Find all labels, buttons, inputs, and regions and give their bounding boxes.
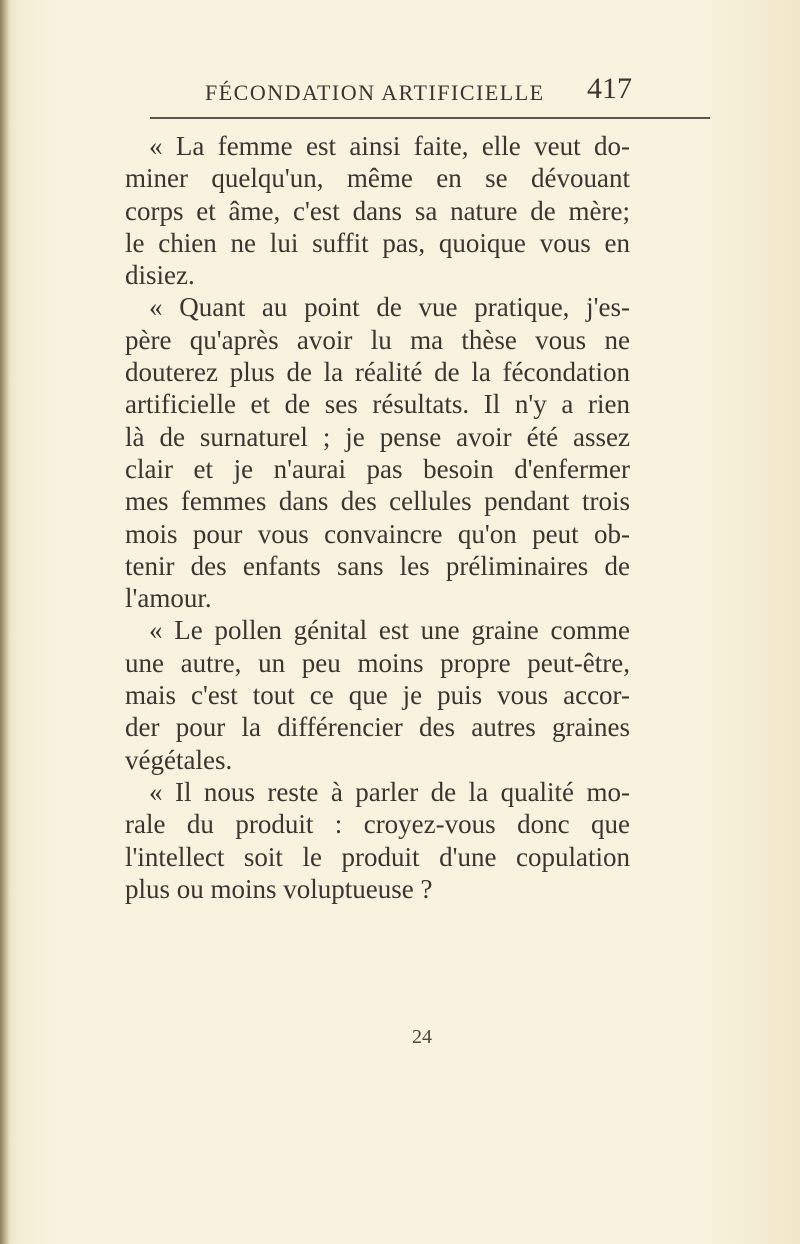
text-line: le chien ne lui suffit pas, quoique vous en	[125, 227, 630, 258]
text-line: disiez.	[125, 260, 195, 291]
text-line: père qu'après avoir lu ma thèse vous ne	[125, 324, 630, 355]
text-line: clair et je n'aurai pas besoin d'enfermer	[125, 453, 630, 484]
text-line: « Quant au point de vue pratique, j'es-	[149, 292, 630, 323]
text-line: mois pour vous convaincre qu'on peut ob-	[125, 518, 630, 549]
text-line: une autre, un peu moins propre peut-être,	[125, 647, 630, 678]
header-rule	[150, 117, 710, 119]
text-line: der pour la différencier des autres graines	[125, 712, 630, 743]
text-line: mes femmes dans des cellules pendant trois	[125, 486, 630, 517]
text-line: mais c'est tout ce que je puis vous accor-	[125, 680, 630, 711]
text-line: l'amour.	[125, 583, 212, 614]
page-spine-shadow	[0, 0, 10, 1244]
text-line: végétales.	[125, 744, 233, 775]
text-line: « Le pollen génital est une graine comme	[149, 615, 630, 646]
text-line: « Il nous reste à parler de la qualité mo-	[149, 776, 630, 807]
text-line: artificielle et de ses résultats. Il n'y a rien	[125, 389, 630, 420]
signature-mark: 24	[412, 1026, 432, 1048]
text-line: corps et âme, c'est dans sa nature de mère;	[125, 195, 630, 226]
text-line: « La femme est ainsi faite, elle veut do-	[149, 131, 630, 161]
text-line: douterez plus de la réalité de la fécondation	[125, 357, 630, 388]
text-line: là de surnaturel ; je pense avoir été assez	[125, 421, 630, 452]
text-line: plus ou moins voluptueuse ?	[125, 873, 433, 904]
page-number: 417	[587, 72, 632, 105]
text-line: rale du produit : croyez-vous donc que	[125, 809, 630, 840]
running-title: FÉCONDATION ARTIFICIELLE	[205, 80, 545, 105]
text-line: l'intellect soit le produit d'une copulation	[125, 841, 630, 872]
page-header	[0, 72, 800, 112]
text-line: miner quelqu'un, même en se dévouant	[125, 163, 630, 194]
body-text	[125, 130, 630, 905]
text-line: tenir des enfants sans les préliminaires de	[125, 550, 630, 581]
